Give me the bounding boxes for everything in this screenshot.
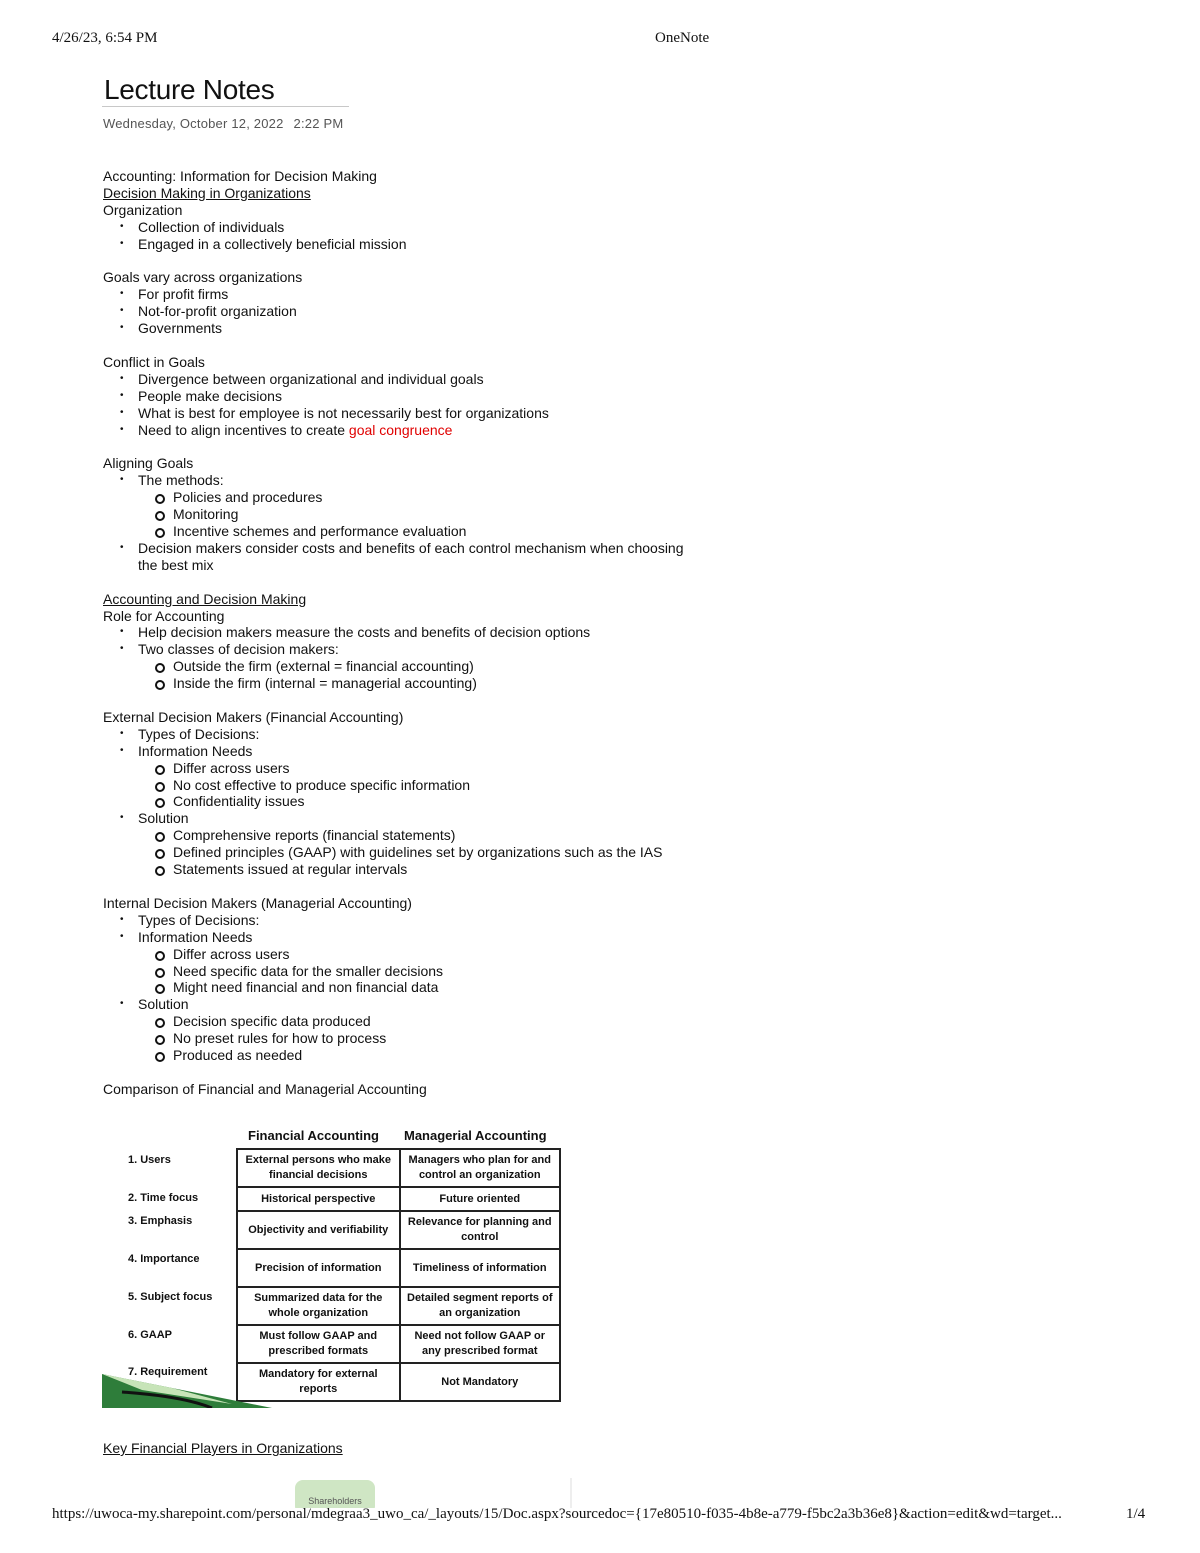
note-heading: Accounting: Information for Decision Making [103, 168, 377, 184]
list-item: • Decision makers consider costs and benefits of each control mechanism when choosing the best mix [103, 540, 703, 574]
table-cell: Objectivity and verifiability [248, 1223, 389, 1236]
print-header-datetime: 4/26/23, 6:54 PM [52, 30, 158, 46]
sub-list-item: Outside the firm (external = financial accounting) [103, 658, 743, 675]
column-header-managerial: Managerial Accounting [404, 1128, 547, 1143]
list-item-text: Need to align incentives to create [138, 421, 349, 438]
print-footer-page: 1/4 [1126, 1506, 1146, 1522]
blank-line [103, 1064, 743, 1081]
row-label: 6. GAAP [128, 1329, 173, 1341]
list-item: • The methods: [103, 472, 743, 489]
table-row [238, 1326, 559, 1364]
sub-list-item: No preset rules for how to process [103, 1030, 743, 1047]
sub-list-item: No cost effective to produce specific information [103, 777, 743, 794]
sub-list-item: Comprehensive reports (financial statements) [103, 827, 743, 844]
list-item: • Information Needs [103, 929, 743, 946]
note-line: External Decision Makers (Financial Accounting) [103, 708, 404, 725]
blank-line [103, 337, 743, 354]
table-cell: Timeliness of information [399, 1250, 560, 1286]
note-line: Internal Decision Makers (Managerial Accounting) [103, 894, 412, 911]
row-label: 5. Subject focus [128, 1291, 213, 1303]
table-row [238, 1188, 559, 1212]
table-cell: Managers who plan for and control an organization [399, 1150, 560, 1186]
shareholders-box: Shareholders [295, 1480, 375, 1508]
note-line: Conflict in Goals [103, 353, 205, 370]
section-heading: Accounting and Decision Making [103, 590, 307, 607]
sub-list-item: Policies and procedures [103, 489, 743, 506]
list-item: • Help decision makers measure the costs and benefits of decision options [103, 624, 743, 641]
sub-list-item: Inside the firm (internal = managerial accounting) [103, 675, 743, 692]
table-cell: Future oriented [399, 1188, 560, 1210]
sub-list-item: Incentive schemes and performance evaluation [103, 523, 743, 540]
sub-list-item: Confidentiality issues [103, 793, 743, 810]
title-underline [102, 106, 349, 107]
list-item: • Two classes of decision makers: [103, 641, 743, 658]
row-label: 2. Time focus [128, 1192, 199, 1204]
sub-list-item: Need specific data for the smaller decisions [103, 963, 743, 980]
note-line: Comparison of Financial and Managerial Accounting [103, 1080, 427, 1097]
note-line: Organization [103, 201, 183, 218]
table-cell: Summarized data for the whole organization [254, 1292, 383, 1319]
table-cell: Mandatory for external reports [258, 1368, 378, 1395]
list-item: • For profit firms [103, 286, 743, 303]
page-date-day: Wednesday, October 12, 2022 [103, 116, 284, 131]
page-date [103, 116, 343, 131]
list-item: • Solution [103, 996, 743, 1013]
table-cell: Historical perspective [261, 1192, 376, 1205]
print-footer-url: https://uwoca-my.sharepoint.com/personal/mdegraa3_uwo_ca/_layouts/15/Doc.aspx?sourcedoc={17e80510-f035-4b8e-a779-f5bc2a3b36e8}&action=edit&wd=target... [52, 1506, 1062, 1522]
list-item: • Divergence between organizational and individual goals [103, 371, 743, 388]
table-cell: Precision of information [254, 1261, 382, 1274]
sub-list-item: Differ across users [103, 946, 743, 963]
list-item: • Types of Decisions: [103, 912, 743, 929]
list-item: • People make decisions [103, 388, 743, 405]
table-row [238, 1212, 559, 1250]
list-item [103, 422, 743, 439]
page-date-time: 2:22 PM [293, 116, 344, 131]
list-item: • Types of Decisions: [103, 726, 743, 743]
note-line: Aligning Goals [103, 455, 194, 472]
list-item: • Governments [103, 320, 743, 337]
section-heading: Key Financial Players in Organizations [103, 1440, 343, 1456]
table-row [238, 1288, 559, 1326]
table-row [238, 1364, 559, 1400]
sub-list-item: Produced as needed [103, 1047, 743, 1064]
sub-list-item: Differ across users [103, 760, 743, 777]
sub-list-item: Statements issued at regular intervals [103, 861, 743, 878]
list-item: • Engaged in a collectively beneficial mission [103, 236, 743, 253]
blank-line [103, 253, 743, 270]
diagram-edge [570, 1478, 572, 1508]
sub-list-item: Defined principles (GAAP) with guidelines set by organizations such as the IAS [103, 844, 743, 861]
list-item: • Solution [103, 810, 743, 827]
print-header-app: OneNote [655, 30, 710, 46]
row-label: 3. Emphasis [128, 1215, 193, 1227]
note-line: Goals vary across organizations [103, 269, 303, 286]
row-label: 7. Requirement [128, 1366, 208, 1378]
list-item: • Not-for-profit organization [103, 303, 743, 320]
row-label: 1. Users [128, 1154, 171, 1166]
table-cell: Detailed segment reports of an organization [399, 1288, 560, 1324]
blank-line [103, 878, 743, 895]
note-line: Role for Accounting [103, 607, 225, 624]
sub-list-item: Decision specific data produced [103, 1013, 743, 1030]
highlighted-term: goal congruence [348, 421, 453, 438]
table-cell: Need not follow GAAP or any prescribed format [399, 1326, 560, 1362]
blank-line [103, 438, 743, 455]
table-cell: External persons who make financial decisions [245, 1154, 391, 1181]
sub-list-item: Monitoring [103, 506, 743, 523]
diagram-fragment [295, 1478, 575, 1508]
note-body [103, 168, 743, 1098]
table-row [238, 1250, 559, 1288]
table-row [238, 1150, 559, 1188]
table-cell: Must follow GAAP and prescribed formats [259, 1330, 378, 1357]
sub-list-item: Might need financial and non financial data [103, 979, 743, 996]
blank-line [103, 574, 743, 591]
slide-swoosh-decoration [102, 1374, 272, 1408]
row-label: 4. Importance [128, 1253, 200, 1265]
table-cell: Not Mandatory [399, 1364, 560, 1400]
list-item: • Information Needs [103, 743, 743, 760]
list-item: • What is best for employee is not necessarily best for organizations [103, 405, 743, 422]
table-cell: Relevance for planning and control [399, 1212, 560, 1248]
section-heading: Decision Making in Organizations [103, 184, 311, 201]
list-item: • Collection of individuals [103, 219, 743, 236]
page-title: Lecture Notes [104, 74, 275, 105]
comparison-grid [236, 1148, 561, 1402]
column-header-financial: Financial Accounting [248, 1128, 379, 1143]
blank-line [103, 692, 743, 709]
